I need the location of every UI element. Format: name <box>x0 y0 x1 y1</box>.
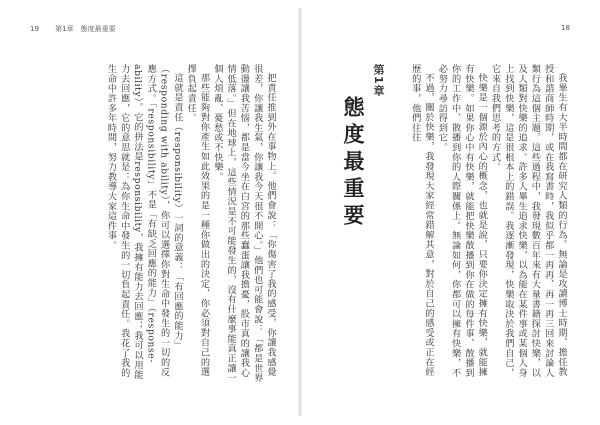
running-header: 第1章 態度最重要 <box>55 25 116 33</box>
body-paragraph: 快樂是一個源於內心的概念，也就是說，只要你決定擁有快樂，就能擁有快樂。如果你心中有快樂，就能把快樂散播到你在做的每件事、散播到你的工作中、散播到你的人際關係上。無論如何，你都可以擁有快樂，不必努力尋訪得到它。 <box>436 64 488 378</box>
body-paragraph: 那些能夠對你產生如此效果的是一種你做出的決定，你必須對自己的選擇負起責任。 <box>185 64 210 377</box>
left-page <box>10 8 300 416</box>
chapter-label: 第1章 <box>372 64 385 97</box>
body-paragraph: 這就是責任（responsibility）一詞的意義：「有回應的能力」（responding with ability），你可以選擇你對生命中發生的一切的反應方式。「responsibility」不是「有缺乏回應的能力」（response-ability）。它的拼法是responsibility，我擁有能力去回應；我可以用能力去回應，它的意思就是：為你生命中發生的一切負起責任。我花了我的生命中許多年時間，努力教導大家這件事。 <box>105 64 183 380</box>
body-paragraph: 不過，關於快樂，我發現大家經常錯解其意，對於自己的感受或正在經歷的事，他們往往 <box>409 64 435 377</box>
right-page <box>300 8 590 416</box>
chapter-title: 態度最重要 <box>341 96 366 231</box>
left-page-number: 19 <box>30 25 39 33</box>
left-page-header <box>30 24 116 34</box>
left-page-body <box>27 64 277 386</box>
right-page-header <box>561 24 570 32</box>
body-paragraph: 我畢生有大半時間都在研究人類的行為。無論是攻讀博士時期、擔任教授和諮商師時期，或在我寫書時，我似乎都一再再、再一再三回來討論人類行為這個主題。這些過程中，我發現數百年來有大量書籍探討快樂，以及人類對快樂的追求。許多人畢生追求快樂，以為能在某件事或某個人身上找到快樂，這是很根本上的錯誤。我逐漸發現，快樂取決於我們自己，它來自我們思考的方式。 <box>489 64 567 378</box>
body-paragraph: 把責任推到外在事物上。他們會說：「你傷害了我的感受，你讓我感覺很差，你讓我生氣，你讓我今天很不開心。」他們也可能會說：「都是世界動盪讓我苦惱，都是當今坐在白宮的那些蠢蛋讓我擔憂，股市真的讓我心情低落。」但在地球上，這些情況是不可能發生的，沒有什麼事能真正讓一個人煩亂、憂愁或不快樂。 <box>211 64 276 383</box>
right-page-body <box>390 64 568 386</box>
right-page-number: 18 <box>561 24 570 32</box>
book-spread <box>10 8 590 416</box>
